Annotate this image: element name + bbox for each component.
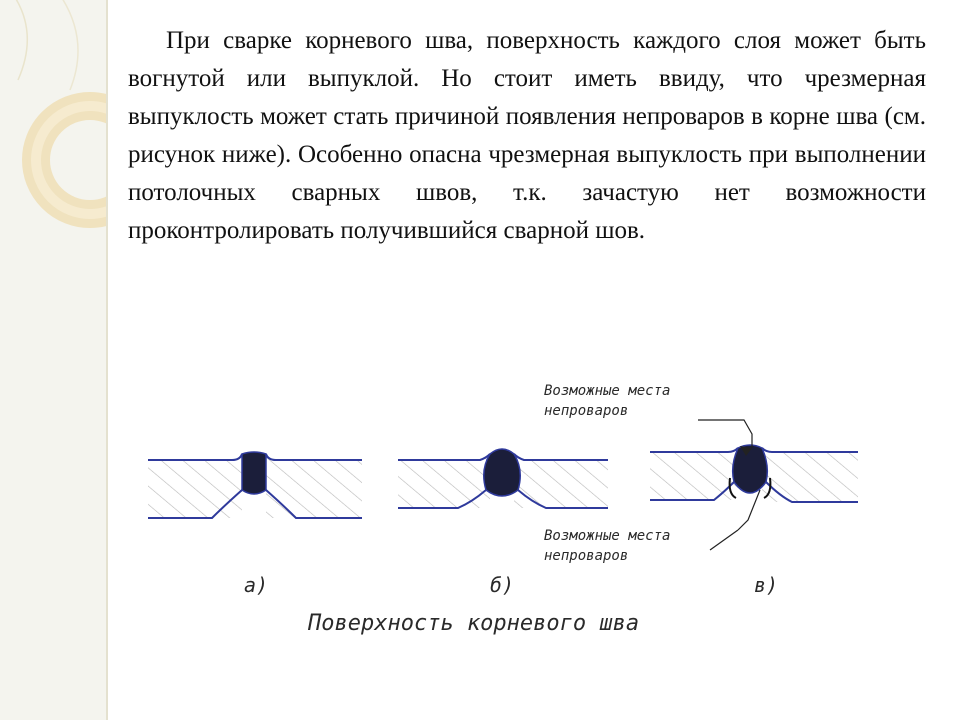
side-divider-line <box>106 0 108 720</box>
body-paragraph: При сварке корневого шва, поверхность каждого слоя может быть вогнутой или выпуклой. Но стоит иметь ввиду, что чрезмерная выпуклость может стать причиной появления непроваров в корне шва (см. рисунок ниже). Особенно опасна чрезмерная выпуклость при выполнении потолочных сварных швов, т.к. зачастую нет возможности проконтролировать получившийся сварной шов. <box>128 27 926 244</box>
label-a: а) <box>244 573 269 597</box>
label-c: в) <box>754 573 779 597</box>
weld-diagram-c <box>650 420 858 550</box>
decorative-ring-graphic <box>0 0 106 720</box>
label-b: б) <box>490 573 515 597</box>
decorative-side-strip <box>0 0 106 720</box>
annotation-top-line1: Возможные места <box>544 383 671 399</box>
annotation-bottom-line2: непроваров <box>544 548 629 564</box>
weld-diagram-b <box>398 449 608 508</box>
annotation-bottom-line1: Возможные места <box>544 528 671 544</box>
weld-diagram-a <box>148 452 362 518</box>
annotation-top-line2: непроваров <box>544 403 629 419</box>
weld-root-figure <box>140 370 880 650</box>
figure-caption: Поверхность корневого шва <box>308 611 640 636</box>
